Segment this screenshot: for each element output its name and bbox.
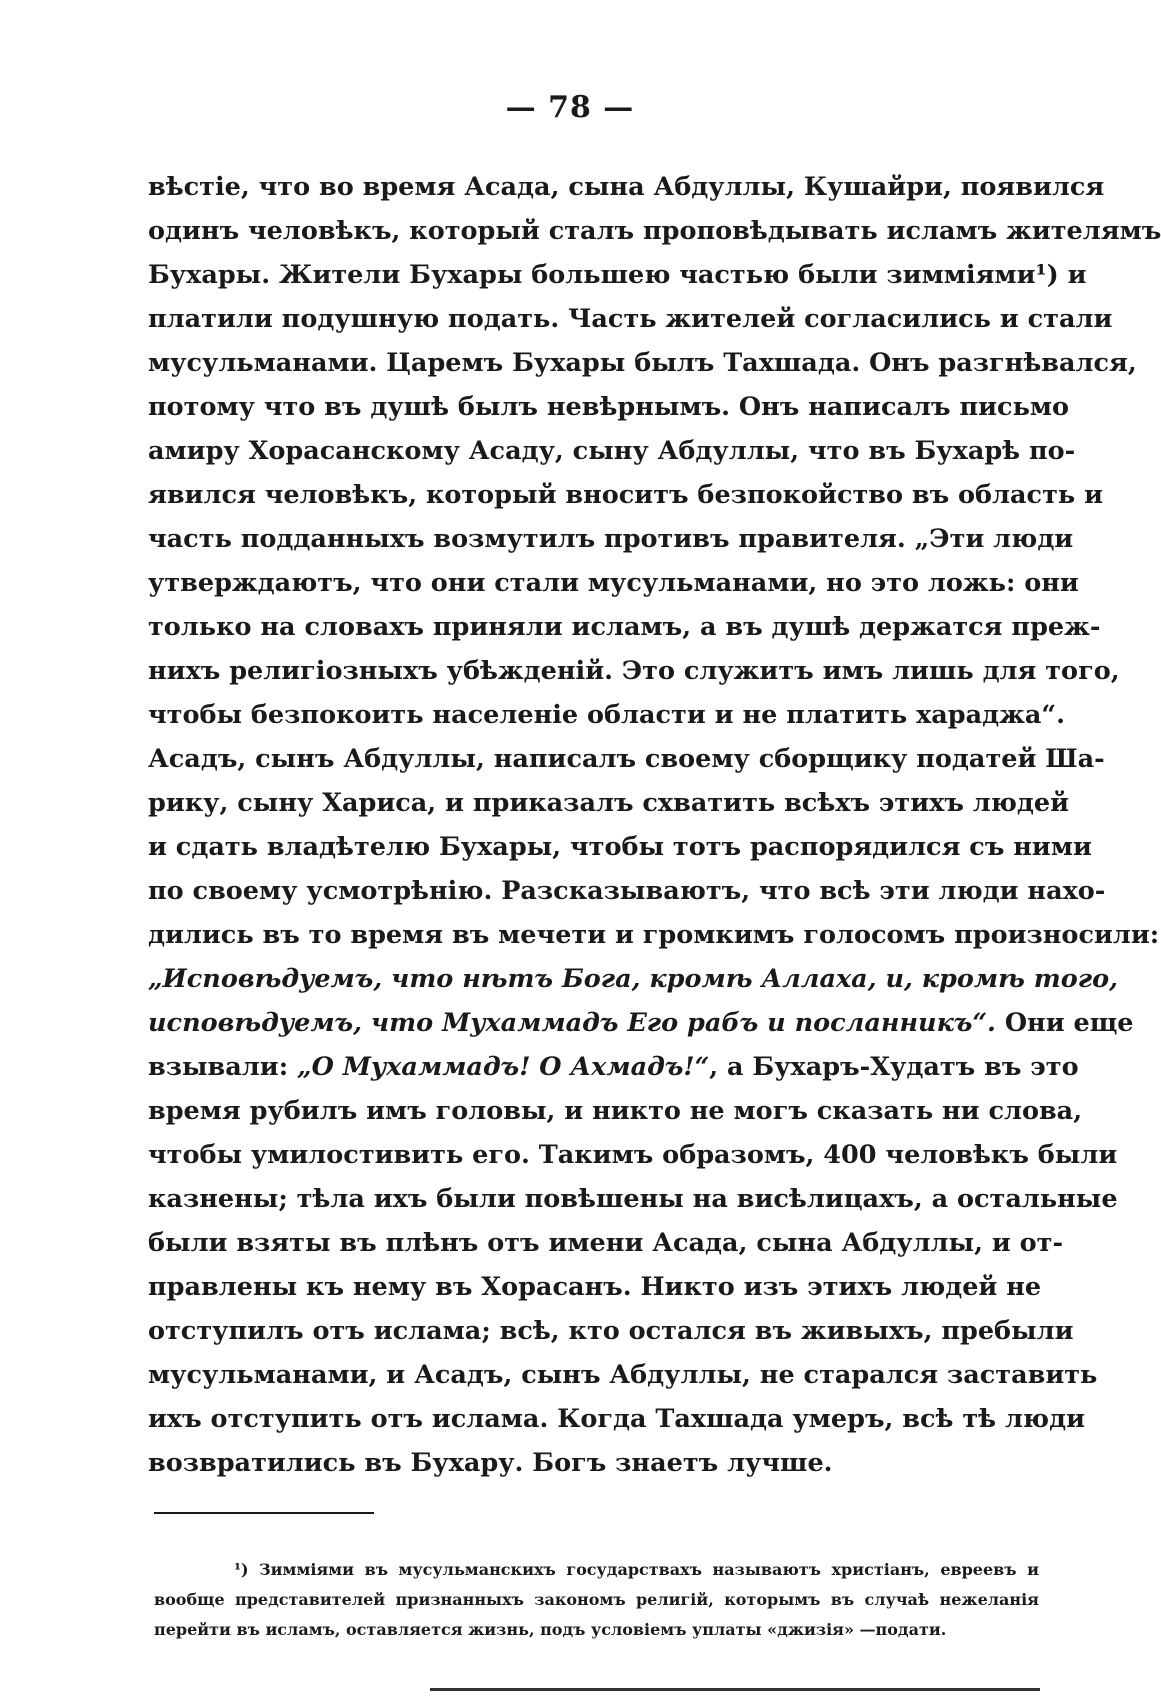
- text-line: возвратились въ Бухару. Богъ знаетъ лучше.: [148, 1448, 833, 1478]
- footnote-divider: [154, 1512, 374, 1514]
- text-line: чтобы умилостивить его. Такимъ образомъ, 400 человѣкъ были: [148, 1140, 1118, 1170]
- text-line: и сдать владѣтелю Бухары, чтобы тотъ распорядился съ ними: [148, 832, 1092, 862]
- text-line: чтобы безпокоить населеніе области и не платить хараджа“.: [148, 700, 1065, 730]
- text-segment: взывали:: [148, 1052, 297, 1082]
- scan-edge-mark: [430, 1688, 1040, 1691]
- text-segment: Они еще: [995, 1008, 1134, 1038]
- text-line: были взяты въ плѣнъ отъ имени Асада, сына Абдуллы, и от-: [148, 1228, 1064, 1258]
- page-number: — 78 —: [505, 90, 635, 125]
- text-segment: , а Бухаръ-Худатъ въ это: [709, 1052, 1079, 1082]
- mixed-line: [148, 1045, 1079, 1089]
- text-line: мусульманами, и Асадъ, сынъ Абдуллы, не старался заставить: [148, 1360, 1098, 1390]
- text-line: потому что въ душѣ былъ невѣрнымъ. Онъ написалъ письмо: [148, 392, 1070, 422]
- italic-quote: „Исповѣдуемъ, что нѣтъ Бога, кромѣ Аллаха, и, кромѣ того,: [148, 964, 1118, 994]
- text-line: Асадъ, сынъ Абдуллы, написалъ своему сборщику податей Ша-: [148, 744, 1105, 774]
- text-line: ихъ отступить отъ ислама. Когда Тахшада умеръ, всѣ тѣ люди: [148, 1404, 1085, 1434]
- italic-quote-line: [148, 957, 1118, 1001]
- text-line: только на словахъ приняли исламъ, а въ душѣ держатся преж-: [148, 612, 1101, 642]
- text-line: правлены къ нему въ Хорасанъ. Никто изъ этихъ людей не: [148, 1272, 1042, 1302]
- footnote-line: вообще представителей признанныхъ закономъ религій, которымъ въ случаѣ нежеланія: [154, 1590, 1039, 1609]
- text-line: рику, сыну Хариса, и приказалъ схватить всѣхъ этихъ людей: [148, 788, 1070, 818]
- text-line: отступилъ отъ ислама; всѣ, кто остался въ живыхъ, пребыли: [148, 1316, 1074, 1346]
- italic-quote: „О Мухаммадъ! О Ахмадъ!“: [296, 1052, 710, 1082]
- text-line: нихъ религіозныхъ убѣжденій. Это служитъ имъ лишь для того,: [148, 656, 1120, 686]
- text-line: по своему усмотрѣнію. Разсказываютъ, что всѣ эти люди нахо-: [148, 876, 1106, 906]
- footnote-line: перейти въ исламъ, оставляется жизнь, подъ условіемъ уплаты «джизія» —подати.: [154, 1620, 947, 1639]
- text-line: амиру Хорасанскому Асаду, сыну Абдуллы, что въ Бухарѣ по-: [148, 436, 1076, 466]
- text-line: Бухары. Жители Бухары большею частью были зимміями¹) и: [148, 260, 1087, 290]
- text-line: мусульманами. Царемъ Бухары былъ Тахшада. Онъ разгнѣвался,: [148, 348, 1137, 378]
- footnote-line: ¹) Зимміями въ мусульманскихъ государствахъ называютъ христіанъ, евреевъ и: [234, 1560, 1039, 1579]
- text-line: вѣстіе, что во время Асада, сына Абдуллы, Кушайри, появился: [148, 172, 1105, 202]
- text-line: одинъ человѣкъ, который сталъ проповѣдывать исламъ жителямъ: [148, 216, 1161, 246]
- italic-quote-line: [148, 1001, 1134, 1045]
- text-line: дились въ то время въ мечети и громкимъ голосомъ произносили:: [148, 920, 1160, 950]
- text-line: явился человѣкъ, который вноситъ безпокойство въ область и: [148, 480, 1103, 510]
- text-line: казнены; тѣла ихъ были повѣшены на висѣлицахъ, а остальные: [148, 1184, 1118, 1214]
- text-line: утверждаютъ, что они стали мусульманами, но это ложь: они: [148, 568, 1079, 598]
- italic-quote: исповѣдуемъ, что Мухаммадъ Его рабъ и посланникъ“.: [148, 1008, 996, 1038]
- footnote: [154, 1555, 1039, 1645]
- text-line: время рубилъ имъ головы, и никто не могъ сказать ни слова,: [148, 1096, 1083, 1126]
- text-line: часть подданныхъ возмутилъ противъ правителя. „Эти люди: [148, 524, 1074, 554]
- main-text: [148, 165, 1161, 1485]
- text-line: платили подушную подать. Часть жителей согласились и стали: [148, 304, 1113, 334]
